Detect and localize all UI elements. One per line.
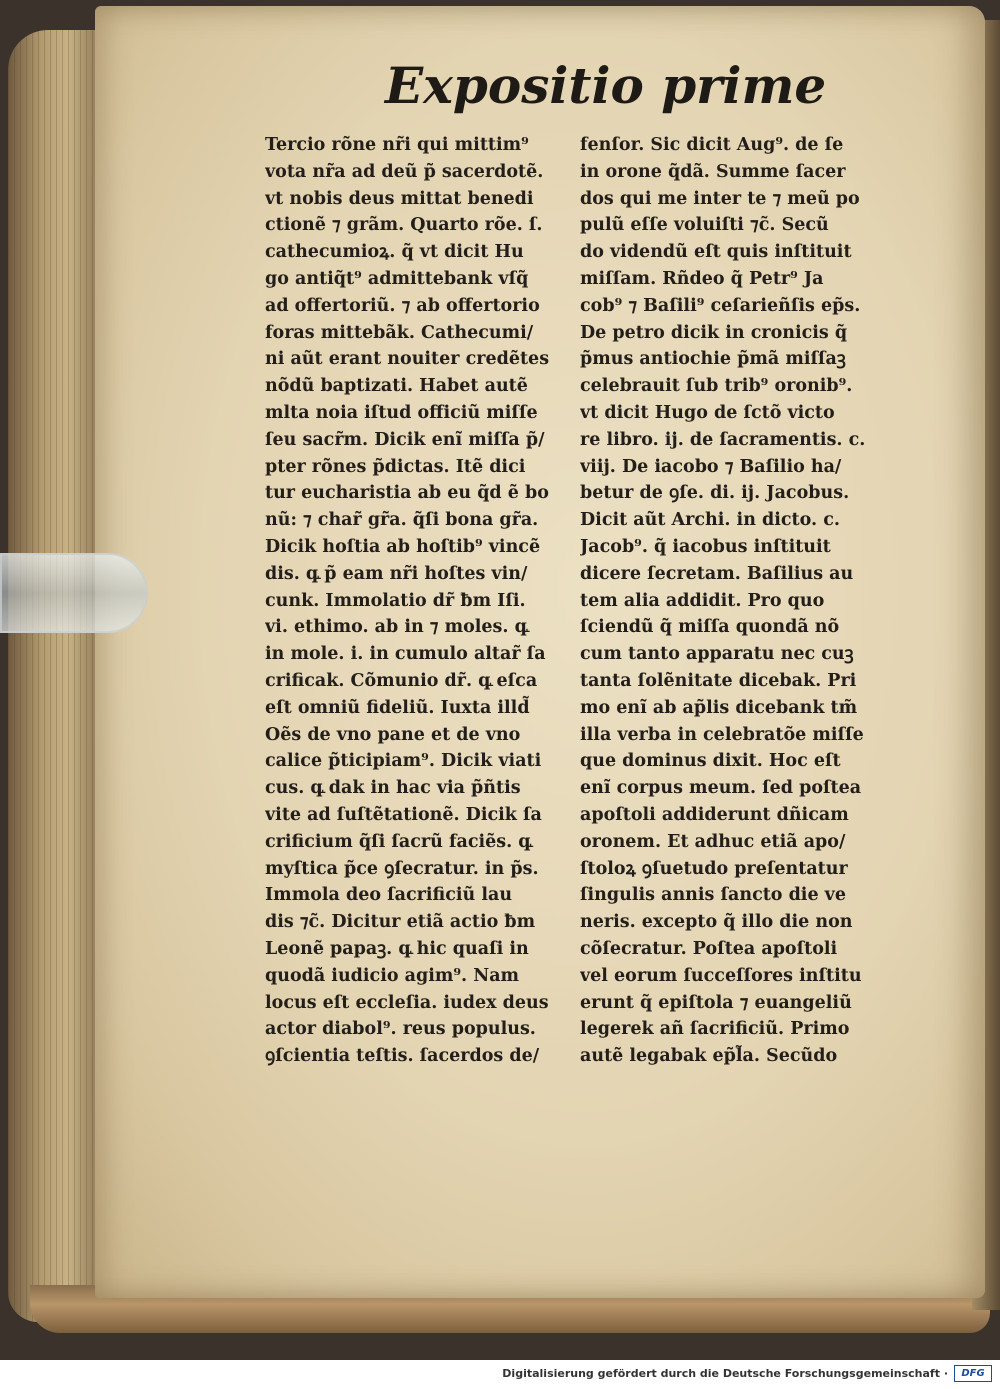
text-line: crificium q̃ſi ſacrũ faciẽs. q꜡: [265, 831, 531, 852]
text-line: cathecumioꝝ. q̃ vt dicit Hu: [265, 242, 524, 263]
text-line: cob⁹ ⁊ Baſili⁹ ceſarieñſis ep̃s.: [580, 295, 861, 316]
text-line: dos qui me inter te ⁊ meũ po: [580, 188, 860, 209]
text-line: erunt q̃ epiſtola ⁊ euangeliũ: [580, 992, 852, 1013]
text-line: ni aũt erant nouiter credẽtes: [265, 349, 550, 370]
text-line: re libro. ij. de ſacramentis. c.: [580, 429, 866, 450]
text-line: ꝯſcientia teſtis. ſacerdos de/: [265, 1046, 540, 1067]
text-line: enĩ corpus meum. ſed poſtea: [580, 778, 862, 799]
text-line: apoſtoli addiderunt dñicam: [580, 804, 849, 825]
text-line: calice p̃ticipiam⁹. Dicik viati: [265, 751, 542, 772]
text-line: vi. ethimo. ab in ⁊ moles. q꜡: [265, 617, 527, 638]
text-line: locus eſt eccleſia. iudex deus: [265, 992, 549, 1013]
text-line: Dicik hoſtia ab hoſtib⁹ vincẽ: [265, 536, 541, 557]
text-line: mo enĩ ab ap̃lis dicebank tm̃: [580, 697, 858, 718]
text-line: que dominus dixit. Hoc eſt: [580, 751, 841, 772]
text-line: foras mittebãk. Cathecumi/: [265, 322, 534, 343]
text-line: neris. excepto q̃ illo die non: [580, 912, 853, 933]
text-line: do videndũ eſt quis inſtituit: [580, 242, 852, 263]
text-line: in mole. i. in cumulo altar̃ ſa: [265, 644, 546, 665]
text-line: ſtoloꝝ ꝯſuetudo preſentatur: [580, 858, 848, 879]
text-line: tur eucharistia ab eu q̃d ẽ bo: [265, 483, 549, 504]
text-line: nõdũ baptizati. Habet autẽ: [265, 376, 528, 397]
text-line: tanta ſolẽnitate dicebak. Pri: [580, 670, 857, 691]
text-line: actor diabol⁹. reus populus.: [265, 1019, 536, 1040]
text-line: cunk. Immolatio dr̃ ƀm Iſi.: [265, 590, 526, 611]
text-line: autẽ legabak ep̃l̃a. Secũdo: [580, 1046, 838, 1067]
text-line: cum tanto apparatu nec cuꝫ: [580, 644, 854, 665]
text-line: tem alia addidit. Pro quo: [580, 590, 825, 611]
text-line: ſciendũ q̃ miſſa quondã nõ: [580, 617, 840, 638]
text-line: dis. q꜡ p̃ eam nr̃i hoſtes vin/: [265, 563, 528, 584]
text-line: miſſam. Rñdeo q̃ Petr⁹ Ja: [580, 268, 824, 289]
text-line: nũ: ⁊ char̃ gr̃a. q̃ſi bona gr̃a.: [265, 510, 539, 531]
text-line: dicere ſecretam. Baſilius au: [580, 563, 854, 584]
text-line: vel eorum ſucceſſores inſtitu: [580, 965, 862, 986]
dfg-logo[interactable]: DFG: [954, 1365, 992, 1382]
text-line: Leonẽ papaꝫ. q꜡ hic quaſi in: [265, 938, 529, 959]
text-line: ſeu sacr̃m. Dicik enĩ miſſa p̃/: [265, 429, 545, 450]
text-line: illa verba in celebratõe miſſe: [580, 724, 864, 745]
footer-separator: ·: [943, 1367, 948, 1380]
text-line: legerek añ ſacrificiũ. Primo: [580, 1019, 850, 1040]
text-line: p̃mus antiochie p̃mã miſſaꝫ: [580, 349, 846, 370]
text-line: ctionẽ ⁊ grãm. Quarto rõe. ſ.: [265, 215, 543, 236]
text-line: Oẽs de vno pane et de vno: [265, 724, 521, 745]
text-line: De petro dicik in cronicis q̃: [580, 322, 848, 343]
text-line: Tercio rõne nr̃i qui mittim⁹: [265, 135, 529, 155]
text-line: mlta noia iſtud officiũ miſſe: [265, 402, 538, 423]
text-line: go antiq̃t⁹ admittebank vſq̃: [265, 268, 529, 289]
text-line: myſtica p̃ce ꝯſecratur. in p̃s.: [265, 858, 539, 879]
text-line: in orone q̃dã. Summe ſacer: [580, 161, 846, 182]
text-line: cõſecratur. Poſtea apoſtoli: [580, 938, 838, 959]
text-line: vt dicit Hugo de ſctõ victo: [580, 402, 835, 423]
text-line: vota nr̃a ad deũ p̃ sacerdotẽ.: [265, 161, 544, 182]
bookmark-strip: [0, 553, 148, 633]
text-line: viij. De iacobo ⁊ Baſilio ha/: [580, 456, 842, 477]
footer-credit: [502, 1367, 948, 1380]
text-line: Jacob⁹. q̃ iacobus inſtituit: [580, 536, 831, 557]
text-line: ſingulis annis ſancto die ve: [580, 885, 846, 906]
text-line: pulũ eſſe voluiſti ⁊c̃. Secũ: [580, 215, 829, 236]
text-line: vt nobis deus mittat benedi: [265, 188, 534, 209]
text-line: Immola deo ſacrificiũ lau: [265, 885, 513, 906]
text-line: cus. q꜡ dak in hac via p̃ñtis: [265, 778, 521, 799]
running-head: Expositio prime: [385, 56, 827, 115]
right-column: [580, 132, 880, 1070]
text-line: dis ⁊c̃. Dicitur etiã actio ƀm: [265, 912, 536, 933]
left-column: [265, 132, 570, 1070]
text-line: eſt omniũ fideliũ. Iuxta illd̃: [265, 697, 530, 718]
text-line: oronem. Et adhuc etiã apo/: [580, 831, 846, 852]
text-line: ad offertoriũ. ⁊ ab offertorio: [265, 295, 540, 316]
text-line: betur de ꝯſe. di. ij. Jacobus.: [580, 483, 850, 504]
text-line: Dicit aũt Archi. in dicto. c.: [580, 510, 840, 531]
text-line: pter rõnes p̃dictas. Itẽ dici: [265, 456, 526, 477]
text-line: quodã iudicio agim⁹. Nam: [265, 965, 520, 986]
text-line: vite ad ſuſtẽtationẽ. Dicik ſa: [265, 804, 542, 825]
footer-credit-text: Digitalisierung gefördert durch die Deutsche Forschungsgemeinschaft: [502, 1367, 940, 1380]
text-line: fenſor. Sic dicit Aug⁹. de ſe: [580, 135, 844, 155]
footer-bar: [0, 1360, 1000, 1389]
text-line: celebrauit ſub trib⁹ oronib⁹.: [580, 376, 853, 397]
text-line: crificak. Cõmunio dr̃. q꜡ eſca: [265, 670, 538, 691]
